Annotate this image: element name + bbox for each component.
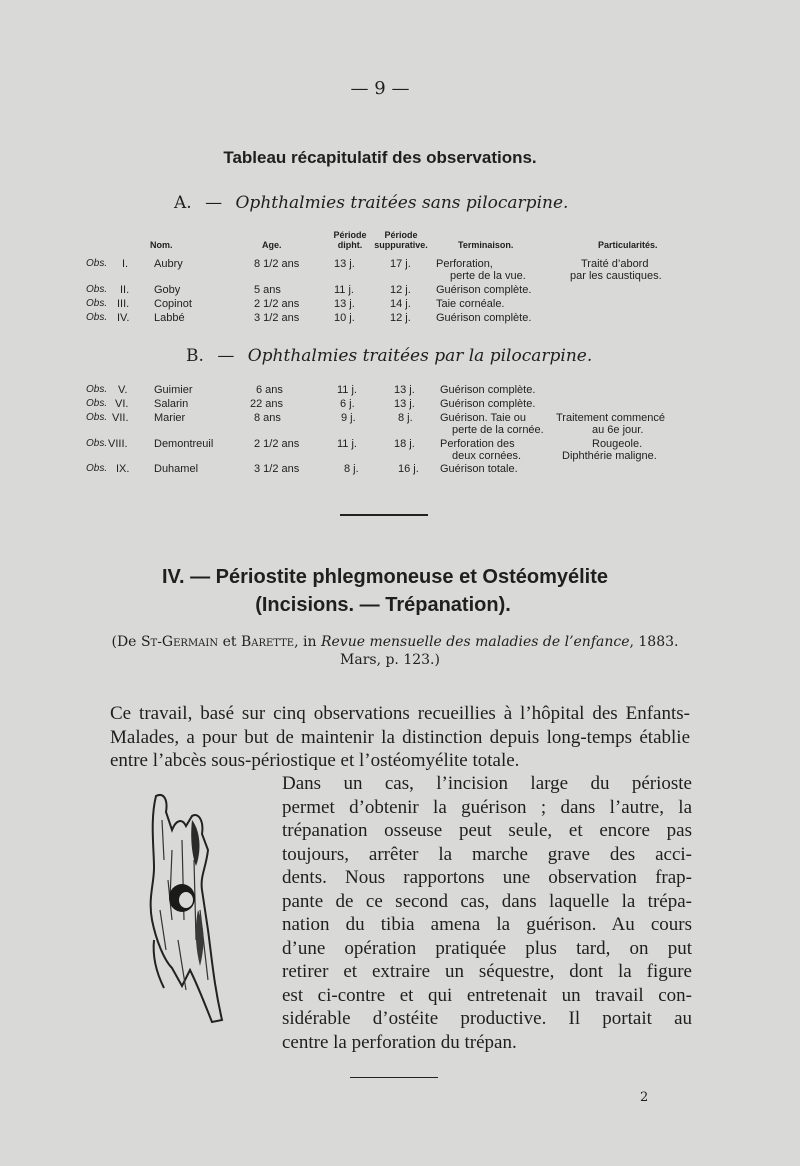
obs-number: II. xyxy=(120,284,130,296)
patient-age: 8 ans xyxy=(254,412,281,424)
obs-number: V. xyxy=(118,384,128,396)
text-line: nation du tibia amena la guérison. Au cours xyxy=(282,914,692,935)
termination-cont: perte de la cornée. xyxy=(452,424,544,436)
header-period-diph: Période dipht. xyxy=(333,230,367,250)
termination: Guérison. Taie ou xyxy=(440,412,527,424)
chapter-heading-line2: (Incisions. — Trépanation). xyxy=(255,594,511,616)
period-supp: 13 j. xyxy=(394,398,415,410)
termination: Guérison complète. xyxy=(436,284,532,296)
section-b-letter: B. xyxy=(186,346,204,366)
termination: Guérison complète. xyxy=(440,398,536,410)
text-line: Dans un cas, l’incision large du périoste xyxy=(282,773,692,794)
ref-year: , 1883. xyxy=(629,634,679,650)
paragraph-case xyxy=(282,772,692,1054)
bone-illustration xyxy=(142,790,232,1030)
period-diph: 11 j. xyxy=(337,438,357,450)
particulars: Traitement commencé xyxy=(556,412,666,424)
termination: Taie cornéale. xyxy=(436,298,505,310)
obs-number: VI. xyxy=(115,398,129,410)
section-b-heading xyxy=(186,346,592,366)
obs-number: VIII. xyxy=(108,438,128,450)
obs-label: Obs. xyxy=(86,438,108,449)
patient-age: 3 1/2 ans xyxy=(254,312,300,324)
obs-label: Obs. xyxy=(86,258,108,269)
patient-age: 22 ans xyxy=(250,398,284,410)
period-diph: 9 j. xyxy=(341,412,356,424)
text-line: retirer et extraire un séquestre, dont la figure xyxy=(282,961,692,982)
patient-name: Marier xyxy=(154,412,186,424)
period-supp: 12 j. xyxy=(390,312,411,324)
period-diph: 13 j. xyxy=(334,298,355,310)
period-supp: 18 j. xyxy=(394,438,415,450)
text-line: d’une opération pratiquée plus tard, on put xyxy=(282,937,692,959)
patient-name: Guimier xyxy=(154,384,193,396)
reference-line1 xyxy=(0,634,790,650)
obs-label: Obs. xyxy=(86,463,108,474)
patient-name: Aubry xyxy=(154,258,183,270)
text-line: sidérable d’ostéite productive. Il portait au xyxy=(282,1008,692,1029)
text-line: centre la perforation du trépan. xyxy=(282,1031,517,1053)
particulars-cont: Diphthérie maligne. xyxy=(562,450,657,462)
termination: Guérison complète. xyxy=(436,312,532,324)
period-supp: 14 j. xyxy=(390,298,411,310)
period-supp: 13 j. xyxy=(394,384,415,396)
section-b-title: Ophthalmies traitées par la pilocarpine. xyxy=(247,346,593,366)
period-diph: 11 j. xyxy=(337,384,357,396)
ref-author1: St-Germain xyxy=(140,634,219,650)
patient-age: 2 1/2 ans xyxy=(254,438,300,450)
period-diph: 13 j. xyxy=(334,258,355,270)
period-supp: 12 j. xyxy=(390,284,411,296)
ref-journal: Revue mensuelle des maladies de l’enfance xyxy=(320,634,630,650)
termination: Perforation, xyxy=(436,258,493,270)
particulars: Traité d’abord xyxy=(581,258,649,270)
footer-rule xyxy=(350,1077,438,1078)
period-supp: 8 j. xyxy=(398,412,413,424)
patient-age: 5 ans xyxy=(254,284,281,296)
termination: Perforation des xyxy=(440,438,515,450)
termination-cont: perte de la vue. xyxy=(450,270,526,282)
particulars-cont: au 6e jour. xyxy=(592,424,644,436)
ref-author2: Barette xyxy=(240,634,295,650)
sequestrum-figure xyxy=(142,790,232,1034)
section-a-letter: A. xyxy=(174,193,192,213)
section-a-heading xyxy=(174,193,568,213)
obs-label: Obs. xyxy=(86,298,108,309)
patient-age: 6 ans xyxy=(256,384,283,396)
ref-and: et xyxy=(222,634,237,650)
header-particulars: Particularités. xyxy=(598,240,658,250)
patient-name: Demontreuil xyxy=(154,438,214,450)
period-diph: 10 j. xyxy=(334,312,355,324)
patient-age: 8 1/2 ans xyxy=(254,258,300,270)
text-line: dents. Nous rapportons une observation frap- xyxy=(282,867,692,888)
obs-number: VII. xyxy=(112,412,129,424)
termination-cont: deux cornées. xyxy=(452,450,522,462)
period-diph: 6 j. xyxy=(340,398,355,410)
section-a-title: Ophthalmies traitées sans pilocarpine. xyxy=(235,193,569,213)
text-line: toujours, arrêter la marche grave des acci- xyxy=(282,843,692,865)
period-supp: 16 j. xyxy=(398,463,419,475)
header-name: Nom. xyxy=(150,240,173,250)
text-line: pante de ce second cas, dans laquelle la trépa- xyxy=(282,890,692,912)
text-line: trépanation osseuse peut seule, et encore pas xyxy=(282,820,692,841)
period-supp: 17 j. xyxy=(390,258,411,270)
obs-number: IX. xyxy=(116,463,130,475)
section-b-dash: — xyxy=(217,346,235,366)
section-a-dash: — xyxy=(205,193,223,213)
obs-label: Obs. xyxy=(86,412,108,423)
patient-name: Duhamel xyxy=(154,463,199,475)
obs-label: Obs. xyxy=(86,284,108,295)
obs-number: IV. xyxy=(117,312,130,324)
table-title: Tableau récapitulatif des observations. xyxy=(223,148,537,167)
paragraph-intro: Ce travail, basé sur cinq observations recueillies à l’hôpital des Enfants-Malades, a pour but de maintenir la distinction depuis long-temps établie entre l’abcès sous-périostique et l’ostéomyélite totale. xyxy=(110,703,690,771)
period-diph: 11 j. xyxy=(334,284,354,296)
obs-label: Obs. xyxy=(86,398,108,409)
patient-name: Labbé xyxy=(154,312,185,324)
page-number: — 9 — xyxy=(350,78,410,99)
signature-mark: 2 xyxy=(640,1090,649,1105)
particulars: Rougeole. xyxy=(592,438,643,450)
particulars-cont: par les caustiques. xyxy=(570,270,662,282)
text-line: est ci-contre et qui entretenait un travail con- xyxy=(282,984,692,1006)
ref-open: (De xyxy=(111,634,137,650)
termination: Guérison totale. xyxy=(440,463,518,475)
patient-name: Goby xyxy=(154,284,181,296)
header-termination: Terminaison. xyxy=(458,240,514,250)
ref-in: , in xyxy=(294,634,317,650)
termination: Guérison complète. xyxy=(440,384,536,396)
chapter-heading-line1: IV. — Périostite phlegmoneuse et Ostéomyélite xyxy=(161,566,609,588)
obs-label: Obs. xyxy=(86,312,108,323)
patient-name: Salarin xyxy=(154,398,189,410)
period-diph: 8 j. xyxy=(344,463,359,475)
obs-label: Obs. xyxy=(86,384,108,395)
reference-line2: Mars, p. 123.) xyxy=(340,652,440,668)
section-divider xyxy=(340,514,428,516)
text-line: permet d’obtenir la guérison ; dans l’autre, la xyxy=(282,796,692,818)
header-age: Age. xyxy=(262,240,282,250)
obs-number: I. xyxy=(122,258,129,270)
patient-name: Copinot xyxy=(154,298,192,310)
header-period-supp: Période suppurative. xyxy=(374,230,428,250)
patient-age: 3 1/2 ans xyxy=(254,463,300,475)
obs-number: III. xyxy=(117,298,130,310)
patient-age: 2 1/2 ans xyxy=(254,298,300,310)
